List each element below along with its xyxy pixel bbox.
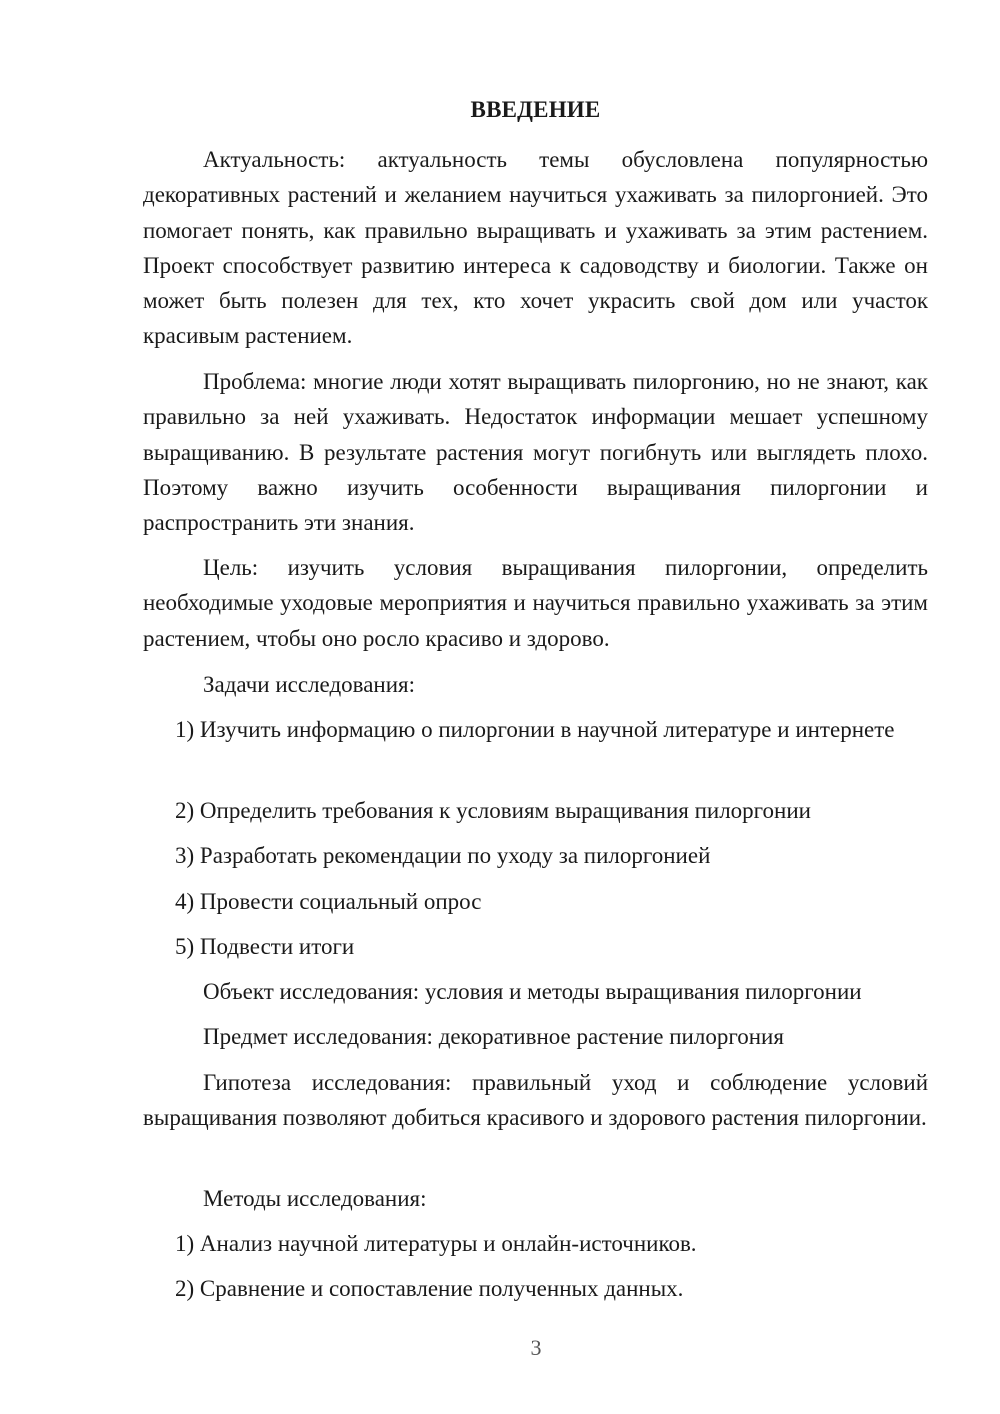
page-title: ВВЕДЕНИЕ bbox=[470, 97, 601, 122]
page-number: 3 bbox=[530, 1335, 542, 1360]
task-item: 5) Подвести итоги bbox=[175, 934, 355, 959]
methods-title: Методы исследования: bbox=[203, 1186, 427, 1211]
object-line: Объект исследования: условия и методы выращивания пилоргонии bbox=[203, 979, 862, 1004]
relevance-paragraph: Актуальность: актуальность темы обусловлена популярностью декоративных растений и желанием научиться ухаживать за пилоргонией. Это помогает понять, как правильно выращивать и ухаживать за этим растением. Проект способствует развитию интереса к садоводству и биологии. Также он может быть полезен для тех, кто хочет украсить свой дом или участок красивым растением. bbox=[143, 147, 928, 349]
tasks-title: Задачи исследования: bbox=[203, 672, 416, 697]
method-item: 2) Сравнение и сопоставление полученных данных. bbox=[175, 1276, 684, 1301]
subject-line: Предмет исследования: декоративное растение пилоргония bbox=[203, 1024, 784, 1049]
task-item: 1) Изучить информацию о пилоргонии в научной литературе и интернете bbox=[175, 717, 895, 742]
task-item: 2) Определить требования к условиям выращивания пилоргонии bbox=[175, 798, 811, 823]
problem-paragraph: Проблема: многие люди хотят выращивать пилоргонию, но не знают, как правильно за ней ухаживать. Недостаток информации мешает успешному выращиванию. В результате растения могут погибнуть или выглядеть плохо. Поэтому важно изучить особенности выращивания пилоргонии и распространить эти знания. bbox=[143, 369, 928, 536]
hypothesis-paragraph: Гипотеза исследования: правильный уход и соблюдение условий выращивания позволяют добиться красивого и здорового растения пилоргонии. bbox=[143, 1070, 928, 1131]
task-item: 4) Провести социальный опрос bbox=[175, 889, 482, 914]
method-item: 1) Анализ научной литературы и онлайн-источников. bbox=[175, 1231, 697, 1256]
goal-paragraph: Цель: изучить условия выращивания пилоргонии, определить необходимые уходовые мероприятия и научиться правильно ухаживать за этим растением, чтобы оно росло красиво и здорово. bbox=[143, 555, 928, 651]
task-item: 3) Разработать рекомендации по уходу за пилоргонией bbox=[175, 843, 711, 868]
